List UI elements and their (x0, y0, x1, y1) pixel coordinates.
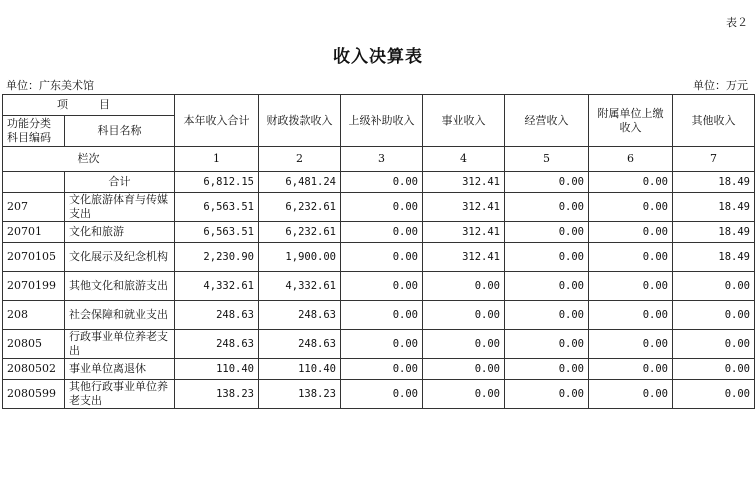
column-index: 3 (341, 147, 423, 172)
cell-value: 312.41 (423, 222, 505, 243)
column-index: 7 (673, 147, 755, 172)
column-index: 2 (259, 147, 341, 172)
cell-value: 0.00 (505, 272, 589, 301)
cell-value: 0.00 (673, 272, 755, 301)
cell-value: 0.00 (505, 222, 589, 243)
column-index: 1 (175, 147, 259, 172)
cell-value: 0.00 (673, 301, 755, 330)
cell-value: 18.49 (673, 172, 755, 193)
cell-value: 0.00 (589, 193, 673, 222)
income-final-accounts-table (2, 94, 755, 409)
table-row (3, 380, 755, 409)
cell-value: 0.00 (423, 272, 505, 301)
cell-value: 0.00 (341, 222, 423, 243)
row-name: 行政事业单位养老支出 (65, 330, 175, 359)
row-code (3, 172, 65, 193)
row-code: 208 (3, 301, 65, 330)
table-row (3, 272, 755, 301)
cell-value: 0.00 (589, 301, 673, 330)
cell-value: 0.00 (341, 243, 423, 272)
cell-value: 0.00 (589, 243, 673, 272)
cell-value: 0.00 (505, 243, 589, 272)
column-index: 5 (505, 147, 589, 172)
cell-value: 0.00 (673, 380, 755, 409)
column-index: 6 (589, 147, 673, 172)
cell-value: 0.00 (673, 330, 755, 359)
cell-value: 0.00 (341, 380, 423, 409)
cell-value: 248.63 (175, 330, 259, 359)
row-name: 文化旅游体育与传媒支出 (65, 193, 175, 222)
page-title: 收入决算表 (333, 47, 423, 67)
cell-value: 4,332.61 (259, 272, 341, 301)
table-row-total (3, 172, 755, 193)
header-col-6: 附属单位上缴收入 (589, 95, 673, 147)
cell-value: 1,900.00 (259, 243, 341, 272)
cell-value: 6,563.51 (175, 222, 259, 243)
cell-value: 0.00 (341, 330, 423, 359)
table-row (3, 301, 755, 330)
header-col-4: 事业收入 (423, 95, 505, 147)
cell-value: 18.49 (673, 222, 755, 243)
cell-value: 0.00 (589, 272, 673, 301)
header-code-label: 功能分类科目编码 (3, 116, 65, 147)
cell-value: 4,332.61 (175, 272, 259, 301)
cell-value: 0.00 (423, 380, 505, 409)
row-code: 2070105 (3, 243, 65, 272)
cell-value: 0.00 (423, 301, 505, 330)
row-name: 文化展示及纪念机构 (65, 243, 175, 272)
unit-organization: 单位：广东美术馆 (6, 79, 94, 92)
cell-value: 138.23 (259, 380, 341, 409)
cell-value: 138.23 (175, 380, 259, 409)
cell-value: 0.00 (341, 301, 423, 330)
table-row (3, 193, 755, 222)
cell-value: 0.00 (589, 380, 673, 409)
table-row (3, 359, 755, 380)
cell-value: 6,812.15 (175, 172, 259, 193)
header-col-3: 上级补助收入 (341, 95, 423, 147)
cell-value: 312.41 (423, 172, 505, 193)
header-col-2: 财政拨款收入 (259, 95, 341, 147)
cell-value: 18.49 (673, 193, 755, 222)
cell-value: 6,481.24 (259, 172, 341, 193)
cell-value: 0.00 (505, 380, 589, 409)
row-code: 20701 (3, 222, 65, 243)
row-name: 其他文化和旅游支出 (65, 272, 175, 301)
table-row (3, 243, 755, 272)
cell-value: 0.00 (589, 172, 673, 193)
cell-value: 6,232.61 (259, 193, 341, 222)
cell-value: 0.00 (341, 172, 423, 193)
column-index: 4 (423, 147, 505, 172)
cell-value: 0.00 (505, 193, 589, 222)
cell-value: 0.00 (341, 359, 423, 380)
row-code: 2080502 (3, 359, 65, 380)
cell-value: 0.00 (589, 222, 673, 243)
cell-value: 248.63 (259, 330, 341, 359)
header-project: 项 目 (3, 95, 175, 116)
cell-value: 0.00 (505, 359, 589, 380)
cell-value: 0.00 (673, 359, 755, 380)
table-number: 表２ (726, 16, 748, 29)
cell-value: 0.00 (589, 359, 673, 380)
cell-value: 6,232.61 (259, 222, 341, 243)
row-code: 2070199 (3, 272, 65, 301)
header-col-7: 其他收入 (673, 95, 755, 147)
row-name: 社会保障和就业支出 (65, 301, 175, 330)
cell-value: 0.00 (341, 272, 423, 301)
row-name: 事业单位离退休 (65, 359, 175, 380)
header-col-1: 本年收入合计 (175, 95, 259, 147)
cell-value: 0.00 (505, 301, 589, 330)
cell-value: 18.49 (673, 243, 755, 272)
cell-value: 0.00 (589, 330, 673, 359)
header-index-label: 栏次 (3, 147, 175, 172)
cell-value: 0.00 (423, 359, 505, 380)
cell-value: 0.00 (505, 330, 589, 359)
row-name: 其他行政事业单位养老支出 (65, 380, 175, 409)
row-name: 文化和旅游 (65, 222, 175, 243)
cell-value: 312.41 (423, 243, 505, 272)
cell-value: 0.00 (341, 193, 423, 222)
cell-value: 2,230.90 (175, 243, 259, 272)
cell-value: 248.63 (175, 301, 259, 330)
cell-value: 0.00 (505, 172, 589, 193)
table-row (3, 330, 755, 359)
row-code: 20805 (3, 330, 65, 359)
cell-value: 312.41 (423, 193, 505, 222)
cell-value: 0.00 (423, 330, 505, 359)
header-name-label: 科目名称 (65, 116, 175, 147)
cell-value: 6,563.51 (175, 193, 259, 222)
row-name: 合计 (65, 172, 175, 193)
row-code: 2080599 (3, 380, 65, 409)
cell-value: 248.63 (259, 301, 341, 330)
cell-value: 110.40 (259, 359, 341, 380)
cell-value: 110.40 (175, 359, 259, 380)
row-code: 207 (3, 193, 65, 222)
unit-currency: 单位：万元 (693, 79, 748, 92)
table-row (3, 222, 755, 243)
header-col-5: 经营收入 (505, 95, 589, 147)
